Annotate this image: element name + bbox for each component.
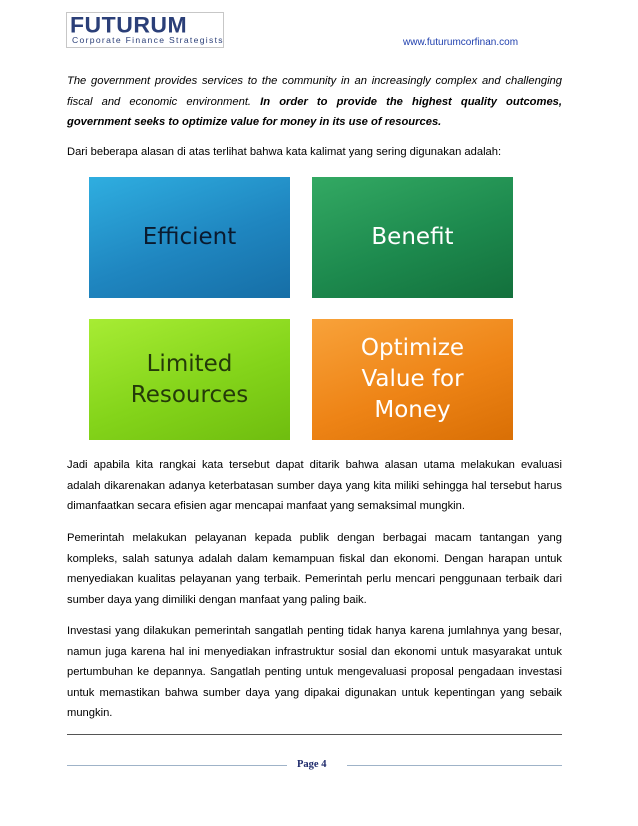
footer-divider xyxy=(67,734,562,735)
logo-tagline: Corporate Finance Strategists xyxy=(72,35,224,45)
header-url[interactable]: www.futurumcorfinan.com xyxy=(403,37,519,48)
tile-label: Limited Resources xyxy=(130,350,249,408)
tile-label: Benefit xyxy=(371,224,454,250)
tile-efficient xyxy=(89,177,290,298)
intro-bold-text: In order to provide the highest quality outcomes, government seeks to optimize value for money in its use of resources. xyxy=(67,95,563,128)
logo-name: FUTURUM xyxy=(70,12,188,38)
intro-plain-text: The government provides services to the community in an increasingly complex and challenging fiscal and economic environment. xyxy=(67,75,562,108)
company-logo xyxy=(66,12,224,48)
body-paragraph-3: Investasi yang dilakukan pemerintah sangatlah penting tidak hanya karena jumlahnya yang besar, namun juga karena hal ini menyediakan infrastruktur sosial dan ekonomi untuk masyarakat untuk pertumbuhan ke depannya. Sangatlah penting untuk mengevaluasi proposal pengadaan investasi untuk memastikan bahwa sumber daya yang dipakai digunakan untuk kepentingan yang sebaik mungkin. xyxy=(67,625,562,719)
tile-benefit xyxy=(312,177,513,298)
body-paragraph-2: Pemerintah melakukan pelayanan kepada publik dengan berbagai macam tantangan yang kompleks, salah satunya adalah dalam kemampuan fiskal dan ekonomi. Dengan harapan untuk menyediakan kualitas pelayanan yang terbaik. Pemerintah perlu mencari penggunaan terbaik dari sumber daya yang dimiliki dengan manfaat yang paling baik. xyxy=(67,532,562,606)
lead-paragraph: Dari beberapa alasan di atas terlihat bahwa kata kalimat yang sering digunakan adalah: xyxy=(67,146,502,158)
body-paragraph-1: Jadi apabila kita rangkai kata tersebut dapat ditarik bahwa alasan utama melakukan evaluasi adalah dikarenakan adanya keterbatasan sumber daya yang kita miliki sehingga hal tersebut harus dimanfaatkan secara efisien agar mencapai manfaat yang semaksimal mungkin. xyxy=(67,459,562,512)
footer-line-right xyxy=(347,765,562,766)
tile-limited-resources xyxy=(89,319,290,440)
tile-label: Efficient xyxy=(142,224,237,250)
tile-optimize-value xyxy=(312,319,513,440)
page-number: Page 4 xyxy=(297,759,327,770)
intro-paragraph xyxy=(67,71,562,133)
footer-line-left xyxy=(67,765,287,766)
tile-label: Optimize Value for Money xyxy=(360,335,465,423)
